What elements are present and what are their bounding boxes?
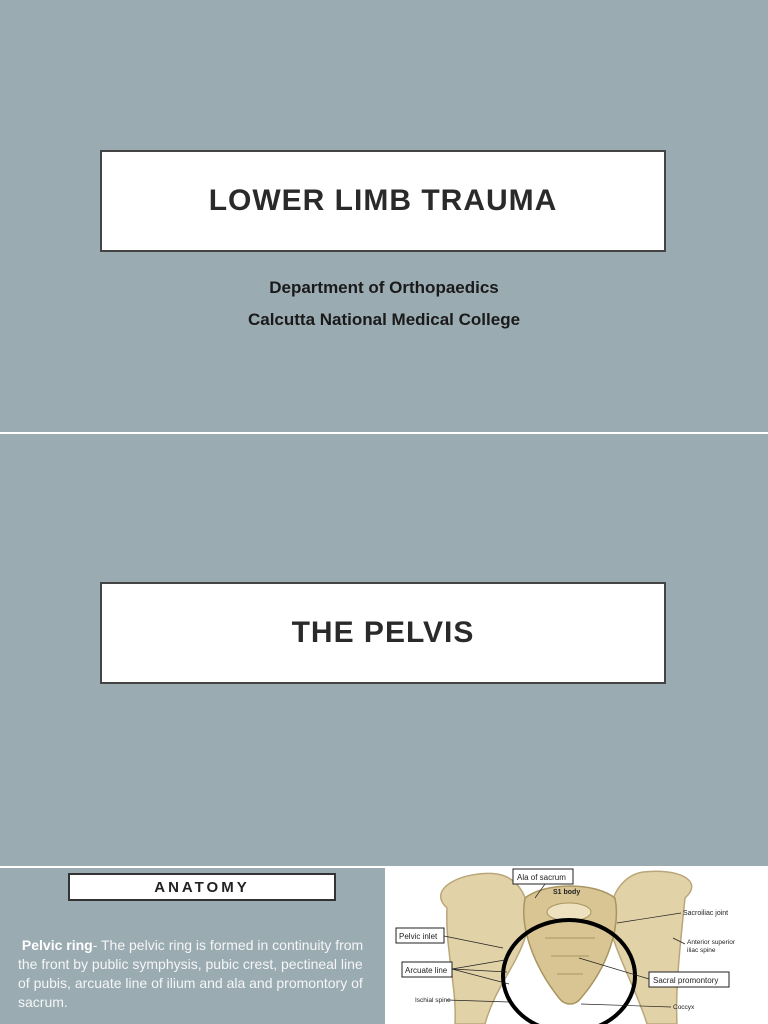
label-asis-1: Anterior superior: [687, 939, 736, 946]
slide-title: [0, 0, 768, 432]
section-title-box: [100, 582, 666, 684]
pelvis-figure: [385, 868, 768, 1024]
pelvis-illustration: [385, 868, 768, 1024]
pelvic-ring-definition: - The pelvic ring is formed in continuity from the front by public symphysis, pubic crest, pectineal line of pubis, arcuate line of ilium and ala and promontory of sacrum.: [18, 937, 364, 1010]
anatomy-heading-box: [68, 873, 336, 901]
pelvic-ring-description: [18, 936, 368, 1012]
label-arcuate-line: Arcuate line: [405, 966, 448, 975]
department-name: Department of Orthopaedics: [269, 278, 499, 297]
label-pelvic-inlet: Pelvic inlet: [399, 932, 438, 941]
label-ala-of-sacrum: Ala of sacrum: [517, 873, 566, 882]
anatomy-heading: ANATOMY: [154, 878, 250, 896]
slide-section: [0, 434, 768, 866]
section-title-text: THE PELVIS: [291, 616, 475, 649]
label-s1-body: S1 body: [553, 889, 581, 896]
label-sacroiliac-joint: Sacroiliac joint: [683, 910, 729, 917]
slide-title-text: LOWER LIMB TRAUMA: [208, 184, 558, 217]
label-asis-2: iliac spine: [687, 947, 716, 954]
title-box: [100, 150, 666, 252]
label-coccyx: Coccyx: [673, 1004, 695, 1011]
slide-anatomy: [0, 868, 768, 1024]
college-name: Calcutta National Medical College: [247, 310, 521, 329]
pelvic-ring-term: Pelvic ring: [21, 937, 93, 953]
label-sacral-promontory: Sacral promontory: [653, 976, 719, 985]
label-ischial-spine: Ischial spine: [415, 997, 451, 1004]
